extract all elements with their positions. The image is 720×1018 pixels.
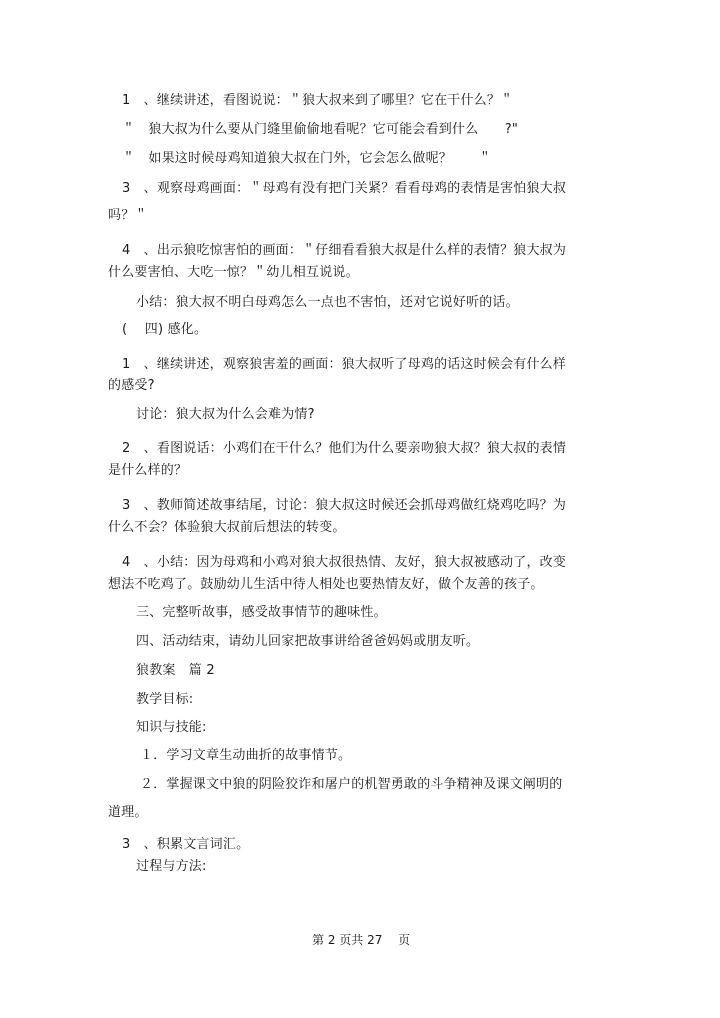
text-line: 3 、积累文言词汇。 xyxy=(122,837,250,852)
text-line: 4 、小结：因为母鸡和小鸡对狼大叔很热情、友好，狼大叔被感动了，改变 xyxy=(122,555,567,570)
text-line: ２．掌握课文中狼的阴险狡诈和屠户的机智勇敢的斗争精神及课文阐明的 xyxy=(140,777,563,792)
text-line: 什么要害怕、大吃一惊？＂幼儿相互说说。 xyxy=(108,265,359,280)
text-line: 2 、看图说话：小鸡们在干什么？他们为什么要亲吻狼大叔？狼大叔的表情 xyxy=(122,441,567,456)
text-line: 1 、继续讲述，观察狼害羞的画面：狼大叔听了母鸡的话这时候会有什么样 xyxy=(122,357,567,372)
text-line: 3 、教师简述故事结尾，讨论：狼大叔这时候还会抓母鸡做红烧鸡吃吗？为 xyxy=(122,498,567,513)
text-line: 的感受? xyxy=(108,378,155,393)
section-heading: ( 四) 感化。 xyxy=(122,322,208,337)
text-line: 是什么样的？ xyxy=(108,463,188,478)
text-line: 过程与方法: xyxy=(136,859,207,874)
text-line: 4 、出示狼吃惊害怕的画面：＂仔细看看狼大叔是什么样的表情？狼大叔为 xyxy=(122,243,567,258)
summary-line: 小结：狼大叔不明白母鸡怎么一点也不害怕，还对它说好听的话。 xyxy=(136,295,519,310)
text-line: １．学习文章生动曲折的故事情节。 xyxy=(140,748,352,763)
text-line: ＂ 如果这时候母鸡知道狼大叔在门外，它会怎么做呢？ ＂ xyxy=(122,151,492,166)
text-line: 吗？＂ xyxy=(108,208,148,223)
text-line: 3 、观察母鸡画面：＂母鸡有没有把门关紧？看看母鸡的表情是害怕狼大叔 xyxy=(122,181,567,196)
lesson-title: 狼教案 篇 2 xyxy=(136,663,215,678)
section-heading: 三、完整听故事，感受故事情节的趣味性。 xyxy=(136,605,387,620)
text-line: ＂ 狼大叔为什么要从门缝里偷偷地看呢？它可能会看到什么 ?" xyxy=(122,122,519,137)
text-line: 讨论：狼大叔为什么会难为情? xyxy=(136,407,315,422)
text-line: 知识与技能: xyxy=(136,720,207,735)
text-line: 什么不会？体验狼大叔前后想法的转变。 xyxy=(108,520,346,535)
text-line: 道理。 xyxy=(108,805,148,820)
text-line: 教学目标: xyxy=(136,692,194,707)
text-line: 想法不吃鸡了。鼓励幼儿生活中待人相处也要热情友好，做个友善的孩子。 xyxy=(108,577,544,592)
page-footer: 第 2 页共 27 页 xyxy=(312,933,411,947)
section-heading: 四、活动结束，请幼儿回家把故事讲给爸爸妈妈或朋友听。 xyxy=(136,634,480,649)
text-line: 1 、继续讲述，看图说说：＂狼大叔来到了哪里？它在干什么？＂ xyxy=(122,93,514,108)
